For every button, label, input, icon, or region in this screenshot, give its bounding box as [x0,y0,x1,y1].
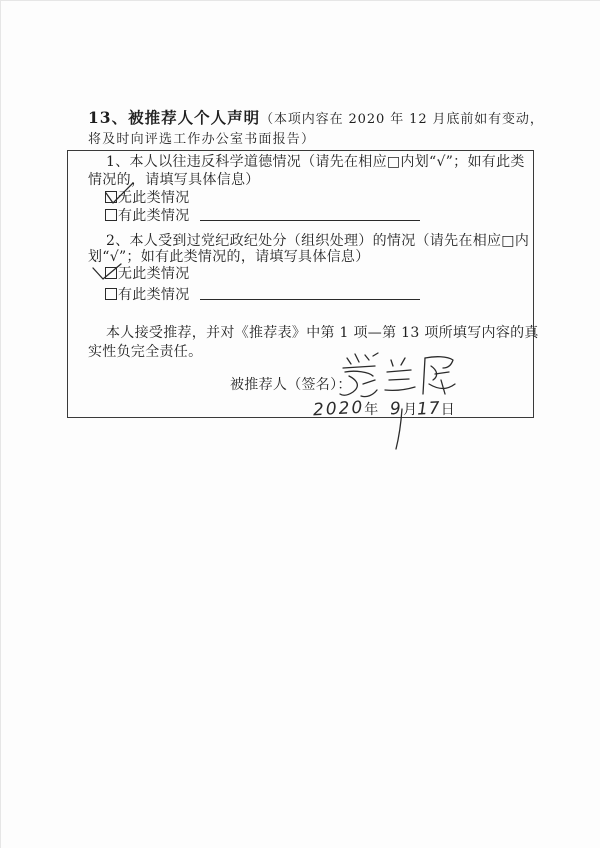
item1-option-none [105,189,190,207]
item1-option-has [105,207,190,225]
signature-label: 被推荐人（签名）： [230,377,352,393]
item1-detail-line [200,220,420,221]
handwritten-stroke [393,405,409,453]
section-note-continued: 将及时向评选工作办公室书面报告） [88,132,316,147]
checkbox [105,191,117,203]
option-label: 无此类情况 [118,266,190,282]
checkbox [105,288,117,300]
statement: 本人接受推荐，并对《推荐表》中第 1 项—第 13 项所填写内容的真 [106,325,539,341]
item1-question-continued: 情况的，请填写具体信息） [88,172,260,188]
checkbox [105,267,117,279]
item2-detail-line [200,299,420,300]
option-label: 有此类情况 [118,208,190,224]
signature-date [313,399,455,420]
section-note: （本项内容在 2020 年 12 月底前如有变动， [260,112,544,127]
section-title: 13、被推荐人个人声明 [88,108,261,127]
declaration-box [67,150,539,421]
item2-option-none [105,265,190,283]
option-label: 有此类情况 [118,287,190,303]
date-year-unit: 年 [364,402,379,418]
checkbox [105,209,117,221]
item2-question-continued: 划“√”；如有此类情况的，请填写具体信息） [88,249,370,265]
statement-continued: 实性负完全责任。 [88,344,203,360]
section-heading [88,107,544,131]
item1-question: 1、本人以往违反科学道德情况（请先在相应□内划“√”；如有此类 [106,154,525,170]
item2-question: 2、本人受到过党纪政纪处分（组织处理）的情况（请先在相应□内 [106,233,530,249]
date-month: 9 [389,398,404,420]
option-label: 无此类情况 [118,190,190,206]
date-day-unit: 日 [440,402,455,418]
item2-option-has [105,286,190,304]
date-month-unit: 月 [403,402,418,418]
date-year: 2020 [312,397,365,421]
date-day: 17 [416,398,442,420]
